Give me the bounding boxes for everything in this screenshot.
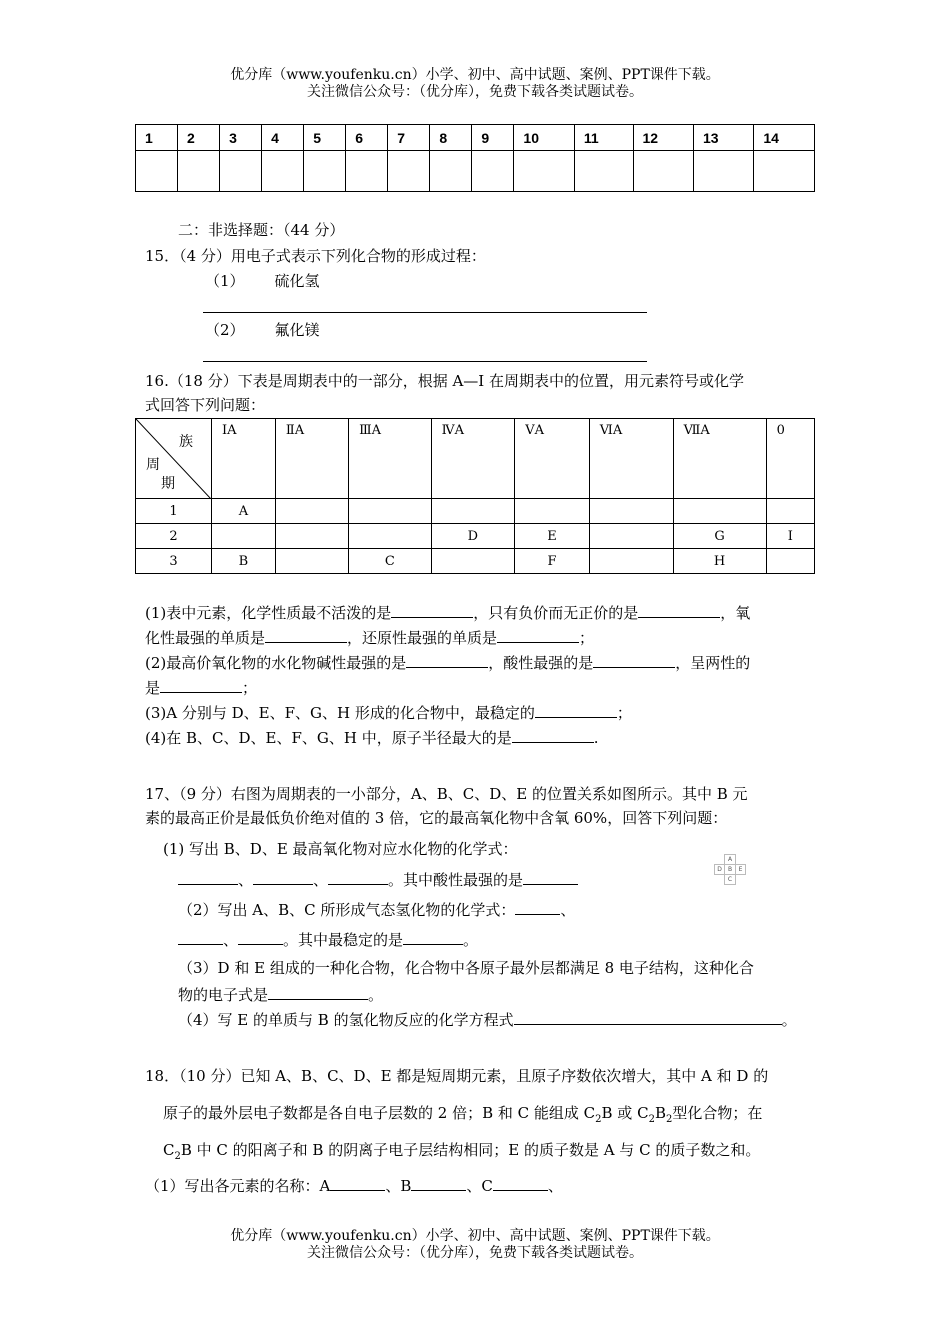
answer-input-cell[interactable] — [574, 151, 633, 192]
period-row — [136, 549, 815, 574]
q16-p4a: (4)在 B、C、D、E、F、G、H 中，原子半径最大的是 — [145, 729, 512, 747]
corner-group-label: 族 — [179, 434, 193, 450]
q17-s2b-end: 。 — [463, 931, 479, 949]
answer-blank[interactable] — [403, 930, 463, 945]
q16-stem-1: 16.（18 分）下表是周期表中的一部分，根据 A—I 在周期表中的位置，用元素符号或化学 — [145, 372, 745, 390]
period-number-cell: 1 — [136, 499, 212, 524]
answer-blank[interactable] — [178, 930, 223, 945]
q15-item-1-text: 硫化氢 — [274, 272, 320, 290]
element-cell: F — [515, 549, 590, 574]
answer-blank[interactable] — [391, 603, 473, 618]
q18-l2-mid: B 或 C — [601, 1104, 649, 1122]
element-cell: B — [212, 549, 276, 574]
element-cell — [275, 499, 348, 524]
q17-s2b-sep: 、 — [223, 931, 239, 949]
element-cell: H — [673, 549, 766, 574]
corner-period-label-2: 期 — [161, 476, 175, 492]
answer-number-cell: 4 — [262, 125, 304, 151]
q16-p1d: 化性最强的单质是 — [145, 629, 266, 647]
q16-part-3 — [145, 703, 632, 723]
q16-p1c: ，氧 — [720, 604, 751, 622]
page-header — [0, 67, 950, 101]
answer-input-cell[interactable] — [514, 151, 574, 192]
q16-p3a: (3)A 分别与 D、E、F、G、H 形成的化合物中，最稳定的 — [145, 704, 535, 722]
q18-line-2 — [163, 1103, 762, 1130]
period-row — [136, 524, 815, 549]
q17-stem-2: 素的最高正价是最低负价绝对值的 3 倍，它的最高氧化物中含氧 60%，回答下列问题： — [145, 809, 728, 827]
group-header-cell: ⅢA — [349, 419, 431, 499]
element-cell: A — [212, 499, 276, 524]
q18-sub-1 — [145, 1176, 563, 1196]
element-cell — [589, 549, 673, 574]
answer-input-cell[interactable] — [754, 151, 815, 192]
answer-number-cell: 12 — [633, 125, 693, 151]
answer-number-cell: 3 — [220, 125, 262, 151]
answer-number-cell: 8 — [430, 125, 472, 151]
element-cell: I — [766, 524, 814, 549]
q16-p1b: ，只有负价而无正价的是 — [473, 604, 639, 622]
group-header-cell: ⅦA — [673, 419, 766, 499]
answer-number-cell: 11 — [574, 125, 633, 151]
answer-blank[interactable] — [238, 930, 283, 945]
answer-blank[interactable] — [512, 728, 594, 743]
answer-number-cell: 14 — [754, 125, 815, 151]
mini-cell-left: D — [714, 864, 725, 875]
q18-l3: B 中 C 的阳离子和 B 的阴离子电子层结构相同；E 的质子数是 A 与 C 的质子数之和。 — [180, 1141, 761, 1159]
element-cell: G — [673, 524, 766, 549]
q17-s2-sep: 、 — [560, 901, 576, 919]
q17-s3b: 物的电子式是 — [178, 986, 269, 1004]
q17-sub-3-line-2 — [178, 985, 383, 1005]
q16-p2a: (2)最高价氧化物的水化物碱性最强的是 — [145, 654, 407, 672]
element-cell — [431, 549, 515, 574]
answer-blank[interactable] — [638, 603, 720, 618]
group-header-cell: ⅣA — [431, 419, 515, 499]
q17-s4-end: 。 — [781, 1011, 797, 1029]
q16-part-1-line-1 — [145, 603, 750, 623]
answer-number-cell: 10 — [514, 125, 574, 151]
q16-p4b: . — [593, 729, 599, 747]
q17-mini-figure — [714, 854, 744, 884]
element-cell — [673, 499, 766, 524]
group-header-cell: ⅤA — [515, 419, 590, 499]
answer-blank-row — [136, 151, 815, 192]
periodic-table-corner — [136, 419, 212, 499]
q15-item-2 — [205, 320, 320, 340]
footer-line-2: 关注微信公众号：（优分库），免费下载各类试题试卷。 — [307, 1245, 643, 1261]
answer-input-cell[interactable] — [633, 151, 693, 192]
answer-blank[interactable] — [253, 870, 313, 885]
period-row — [136, 499, 815, 524]
element-cell — [349, 524, 431, 549]
periodic-table — [135, 418, 815, 574]
answer-number-cell: 2 — [178, 125, 220, 151]
q15-item-1 — [205, 271, 320, 291]
q16-p1e: ，还原性最强的单质是 — [347, 629, 498, 647]
element-cell — [589, 524, 673, 549]
q18-sub: 2 — [174, 1151, 181, 1162]
mini-cell-top: A — [724, 854, 736, 865]
answer-number-cell: 6 — [346, 125, 388, 151]
group-header-cell: 0 — [766, 419, 814, 499]
element-cell — [349, 499, 431, 524]
q18-sub: 2 — [595, 1114, 602, 1125]
q17-sub-1: (1) 写出 B、D、E 最高氧化物对应水化物的化学式： — [163, 840, 518, 858]
q17-sub-2-answers — [178, 930, 478, 950]
q18-l2-b: B — [654, 1104, 666, 1122]
answer-blank[interactable] — [265, 628, 347, 643]
element-cell — [515, 499, 590, 524]
q16-p1f: ； — [579, 629, 595, 647]
group-header-cell: ⅥA — [589, 419, 673, 499]
answer-blank[interactable] — [178, 870, 238, 885]
answer-input-cell[interactable] — [262, 151, 304, 192]
answer-blank[interactable] — [535, 703, 617, 718]
q16-part-4 — [145, 728, 599, 748]
answer-number-row — [136, 125, 815, 151]
q17-stem-1: 17、（9 分）右图为周期表的一小部分，A、B、C、D、E 的位置关系如图所示。其中 B 元 — [145, 785, 748, 803]
answer-number-cell: 1 — [136, 125, 178, 151]
period-number-cell: 3 — [136, 549, 212, 574]
answer-input-cell[interactable] — [136, 151, 178, 192]
q16-stem-2: 式回答下列问题： — [145, 396, 266, 414]
answer-blank[interactable] — [593, 653, 675, 668]
answer-table — [135, 124, 815, 192]
q18-sub: 2 — [648, 1114, 655, 1125]
answer-blank[interactable] — [160, 678, 242, 693]
q17-sub-3-line-1: （3）D 和 E 组成的一种化合物，化合物中各原子最外层都满足 8 电子结构，这种化合 — [178, 959, 754, 977]
q18-line-1: 18．（10 分）已知 A、B、C、D、E 都是短周期元素，且原子序数依次增大，其中 A 和 D 的 — [145, 1067, 769, 1085]
q16-p2e: ； — [242, 679, 258, 697]
element-cell — [275, 549, 348, 574]
answer-blank[interactable] — [497, 628, 579, 643]
mini-cell-bottom: C — [724, 874, 736, 885]
answer-input-cell[interactable] — [388, 151, 430, 192]
mini-cell-center: B — [724, 864, 736, 875]
answer-input-cell[interactable] — [346, 151, 388, 192]
element-cell — [766, 549, 814, 574]
answer-blank[interactable] — [523, 870, 578, 885]
q18-line-3 — [163, 1140, 760, 1167]
q15-answer-line-1 — [203, 312, 647, 313]
q17-s4: （4）写 E 的单质与 B 的氢化物反应的化学方程式 — [178, 1011, 514, 1029]
q16-part-2-line-2 — [145, 678, 257, 698]
q17-s1-sep2: 、 — [313, 871, 329, 889]
section-title: 二：非选择题：（44 分） — [178, 221, 345, 239]
q18-s1-end: 、 — [547, 1177, 563, 1195]
footer-line-1: 优分库（www.youfenku.cn）小学、初中、高中试题、案例、PPT课件下载。 — [230, 1228, 720, 1244]
q17-s2b-tail: 。其中最稳定的是 — [283, 931, 404, 949]
answer-number-cell: 9 — [472, 125, 514, 151]
q15-item-2-text: 氟化镁 — [274, 321, 320, 339]
q18-l2-end: 型化合物；在 — [672, 1104, 763, 1122]
element-cell — [431, 499, 515, 524]
element-cell — [766, 499, 814, 524]
corner-period-label-1: 周 — [146, 457, 160, 473]
answer-input-cell[interactable] — [472, 151, 514, 192]
group-header-cell: ⅡA — [275, 419, 348, 499]
q17-s2: （2）写出 A、B、C 所形成气态氢化物的化学式： — [178, 901, 516, 919]
periodic-table-group-row — [136, 419, 815, 499]
q18-sub: 2 — [665, 1114, 673, 1125]
q15-item-2-num: （2） — [205, 321, 245, 339]
answer-blank[interactable] — [514, 1010, 782, 1025]
q18-s1-c: 、C — [466, 1177, 493, 1195]
mini-cell-right: E — [735, 864, 746, 875]
answer-blank[interactable] — [406, 653, 488, 668]
q17-s1-tail: 。其中酸性最强的是 — [388, 871, 524, 889]
answer-blank[interactable] — [330, 1176, 385, 1191]
answer-input-cell[interactable] — [430, 151, 472, 192]
element-cell: D — [431, 524, 515, 549]
q18-l2: 原子的最外层电子数都是各自电子层数的 2 倍；B 和 C 能组成 C — [163, 1104, 596, 1122]
q16-p1a: (1)表中元素，化学性质最不活泼的是 — [145, 604, 392, 622]
q18-s1-b: 、B — [385, 1177, 412, 1195]
answer-number-cell: 5 — [304, 125, 346, 151]
element-cell — [275, 524, 348, 549]
q17-s3b-end: 。 — [368, 986, 384, 1004]
q16-p3b: ； — [616, 704, 632, 722]
q16-p2c: ，呈两性的 — [675, 654, 751, 672]
answer-number-cell: 7 — [388, 125, 430, 151]
q18-l3-c: C — [163, 1141, 175, 1159]
answer-input-cell[interactable] — [220, 151, 262, 192]
q17-s1-sep1: 、 — [238, 871, 254, 889]
element-cell — [589, 499, 673, 524]
q18-s1: （1）写出各元素的名称：A — [145, 1177, 331, 1195]
q15-item-1-num: （1） — [205, 272, 245, 290]
answer-input-cell[interactable] — [178, 151, 220, 192]
answer-blank[interactable] — [515, 900, 560, 915]
header-line-2: 关注微信公众号：（优分库），免费下载各类试题试卷。 — [307, 84, 643, 100]
answer-blank[interactable] — [268, 985, 368, 1000]
q16-p2b: ，酸性最强的是 — [488, 654, 594, 672]
answer-blank[interactable] — [411, 1176, 466, 1191]
answer-input-cell[interactable] — [304, 151, 346, 192]
period-number-cell: 2 — [136, 524, 212, 549]
q16-part-2-line-1 — [145, 653, 750, 673]
element-cell: E — [515, 524, 590, 549]
q15-stem: 15．（4 分）用电子式表示下列化合物的形成过程： — [145, 247, 486, 265]
q17-sub-4 — [178, 1010, 797, 1030]
q17-sub-1-answers — [178, 870, 578, 890]
answer-input-cell[interactable] — [693, 151, 753, 192]
q17-sub-2 — [178, 900, 575, 920]
q16-part-1-line-2 — [145, 628, 594, 648]
q16-p2d: 是 — [145, 679, 161, 697]
element-cell: C — [349, 549, 431, 574]
element-cell — [212, 524, 276, 549]
page-footer — [0, 1228, 950, 1262]
header-line-1: 优分库（www.youfenku.cn）小学、初中、高中试题、案例、PPT课件下载。 — [230, 67, 720, 83]
answer-blank[interactable] — [328, 870, 388, 885]
group-header-cell: ⅠA — [212, 419, 276, 499]
q15-answer-line-2 — [203, 361, 647, 362]
answer-blank[interactable] — [493, 1176, 548, 1191]
answer-number-cell: 13 — [693, 125, 753, 151]
